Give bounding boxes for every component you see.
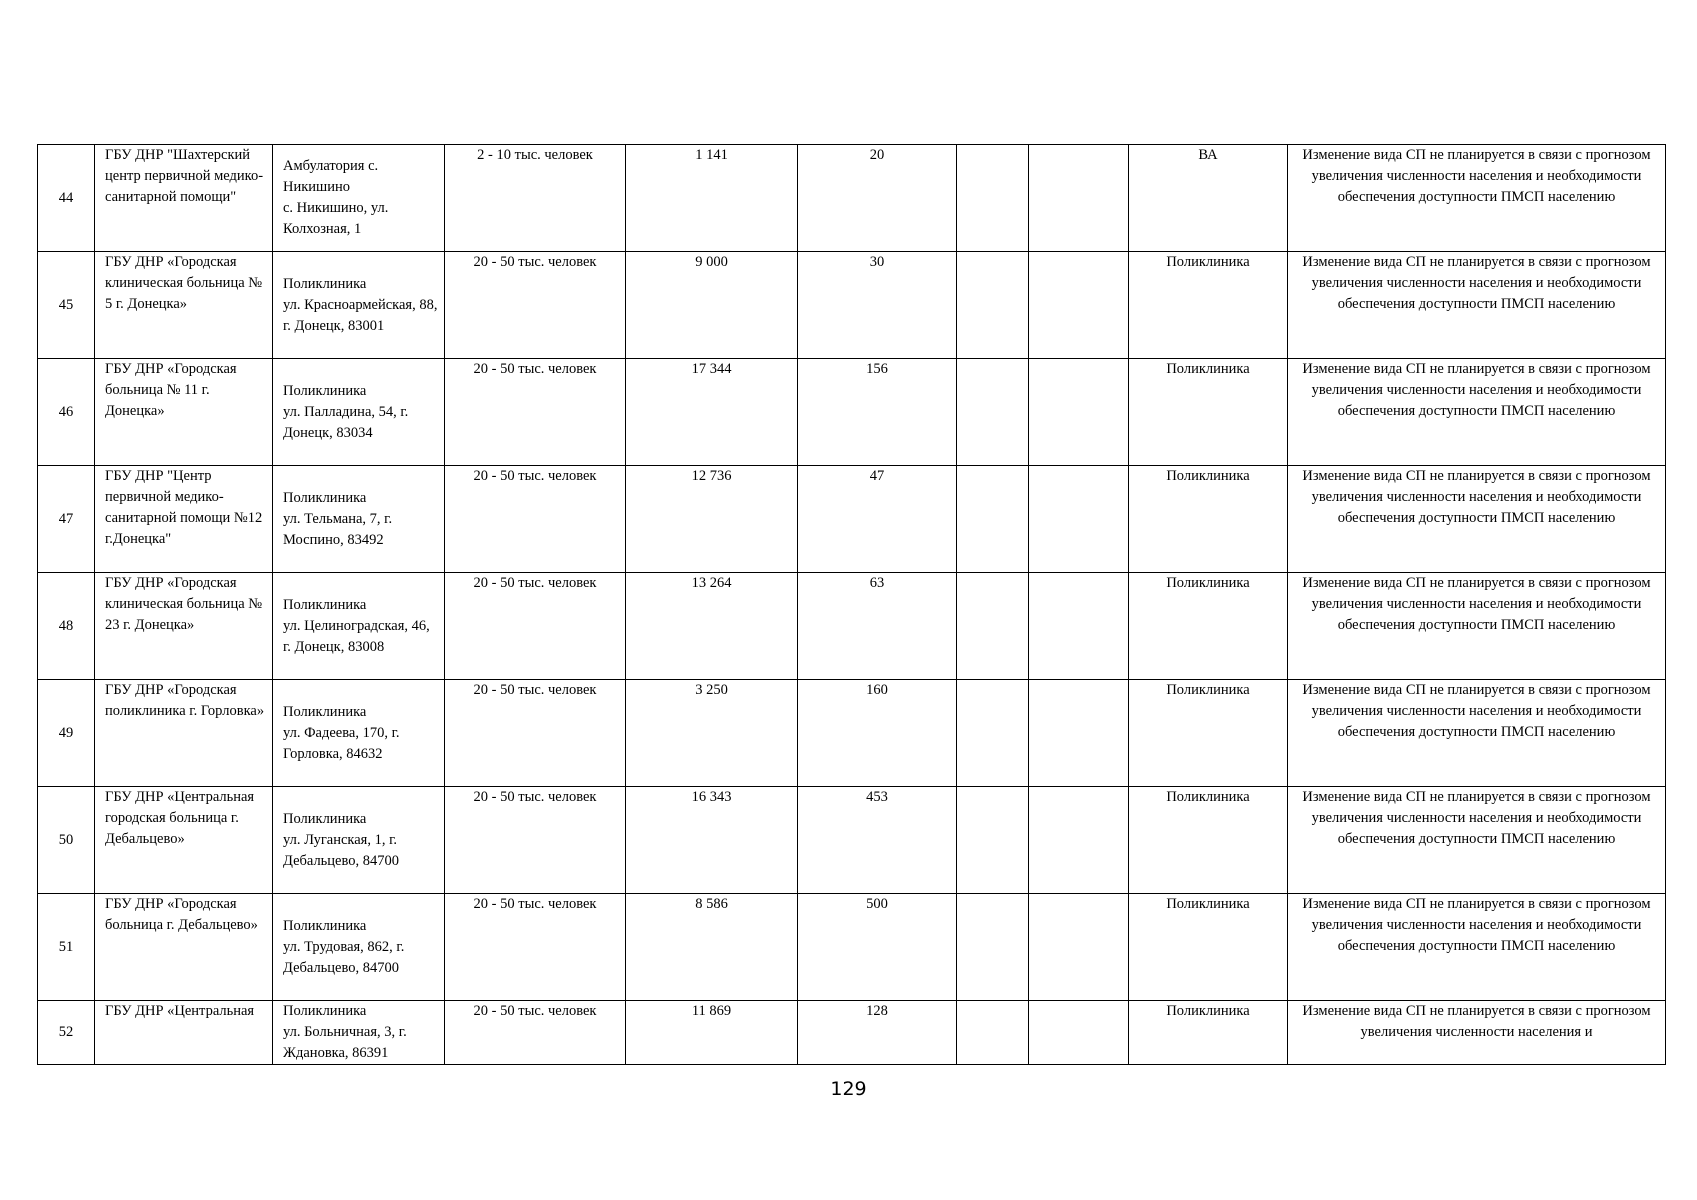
row-number: 50 [38, 787, 95, 894]
population-category: 20 - 50 тыс. человек [445, 466, 626, 573]
empty-cell [1029, 145, 1129, 252]
address-line: с. Никишино, ул. Колхозная, 1 [283, 200, 389, 237]
address-line: ул. Луганская, 1, г. Дебальцево, 84700 [283, 831, 399, 869]
distance-value: 30 [798, 252, 957, 359]
table-body [38, 145, 1666, 1065]
table-row [38, 573, 1666, 680]
facility-kind-line: Амбулатория с. Никишино [283, 158, 379, 195]
facility-address [273, 680, 445, 787]
distance-value: 128 [798, 1001, 957, 1065]
empty-cell [957, 680, 1029, 787]
served-population: 16 343 [626, 787, 798, 894]
empty-cell [1029, 466, 1129, 573]
facility-address [273, 787, 445, 894]
facility-kind-line: Поликлиника [283, 917, 367, 934]
address-line: ул. Красноармейская, 88, г. Донецк, 83001 [283, 296, 438, 334]
empty-cell [957, 1001, 1029, 1065]
facility-kind-line: Поликлиника [283, 703, 367, 720]
change-note: Изменение вида СП не планируется в связи с прогнозом увеличения численности населения и необходимости обеспечения доступности ПМСП населению [1288, 145, 1666, 252]
population-category: 2 - 10 тыс. человек [445, 145, 626, 252]
table-row [38, 359, 1666, 466]
empty-cell [1029, 359, 1129, 466]
empty-cell [957, 894, 1029, 1001]
table-row [38, 252, 1666, 359]
row-number: 49 [38, 680, 95, 787]
table-row [38, 894, 1666, 1001]
facility-type: Поликлиника [1129, 359, 1288, 466]
facility-kind-line: Поликлиника [283, 489, 367, 506]
empty-cell [1029, 573, 1129, 680]
facility-kind-line: Поликлиника [283, 810, 367, 827]
address-line: ул. Больничная, 3, г. Ждановка, 86391 [283, 1024, 407, 1061]
population-category: 20 - 50 тыс. человек [445, 573, 626, 680]
empty-cell [957, 145, 1029, 252]
row-number: 45 [38, 252, 95, 359]
facility-address [273, 145, 445, 252]
empty-cell [1029, 1001, 1129, 1065]
change-note: Изменение вида СП не планируется в связи с прогнозом увеличения численности населения и необходимости обеспечения доступности ПМСП населению [1288, 359, 1666, 466]
served-population: 9 000 [626, 252, 798, 359]
row-number: 47 [38, 466, 95, 573]
organization-name: ГБУ ДНР «Городская клиническая больница № 23 г. Донецка» [95, 573, 273, 680]
empty-cell [957, 252, 1029, 359]
empty-cell [957, 359, 1029, 466]
empty-cell [957, 466, 1029, 573]
facility-address [273, 1001, 445, 1065]
row-number: 48 [38, 573, 95, 680]
facility-type: Поликлиника [1129, 466, 1288, 573]
organization-name: ГБУ ДНР "Центр первичной медико-санитарной помощи №12 г.Донецка" [95, 466, 273, 573]
facility-address [273, 573, 445, 680]
population-category: 20 - 50 тыс. человек [445, 252, 626, 359]
empty-cell [1029, 252, 1129, 359]
distance-value: 500 [798, 894, 957, 1001]
empty-cell [1029, 680, 1129, 787]
organization-name: ГБУ ДНР «Центральная городская больница г. Дебальцево» [95, 787, 273, 894]
address-line: ул. Трудовая, 862, г. Дебальцево, 84700 [283, 938, 405, 976]
population-category: 20 - 50 тыс. человек [445, 1001, 626, 1065]
table-row [38, 1001, 1666, 1065]
distance-value: 156 [798, 359, 957, 466]
organization-name: ГБУ ДНР «Городская клиническая больница № 5 г. Донецка» [95, 252, 273, 359]
organization-name: ГБУ ДНР «Городская больница г. Дебальцево» [95, 894, 273, 1001]
population-category: 20 - 50 тыс. человек [445, 359, 626, 466]
distance-value: 63 [798, 573, 957, 680]
facility-address [273, 466, 445, 573]
facility-type: Поликлиника [1129, 252, 1288, 359]
row-number: 46 [38, 359, 95, 466]
change-note: Изменение вида СП не планируется в связи с прогнозом увеличения численности населения и необходимости обеспечения доступности ПМСП населению [1288, 466, 1666, 573]
organization-name: ГБУ ДНР «Центральная [95, 1001, 273, 1065]
table-row [38, 145, 1666, 252]
facility-address [273, 359, 445, 466]
facility-kind-line: Поликлиника [283, 382, 367, 399]
organization-name: ГБУ ДНР "Шахтерский центр первичной медико-санитарной помощи" [95, 145, 273, 252]
served-population: 12 736 [626, 466, 798, 573]
row-number: 51 [38, 894, 95, 1001]
organization-name: ГБУ ДНР «Городская больница № 11 г. Донецка» [95, 359, 273, 466]
change-note: Изменение вида СП не планируется в связи с прогнозом увеличения численности населения и необходимости обеспечения доступности ПМСП населению [1288, 252, 1666, 359]
organization-name: ГБУ ДНР «Городская поликлиника г. Горловка» [95, 680, 273, 787]
served-population: 8 586 [626, 894, 798, 1001]
served-population: 13 264 [626, 573, 798, 680]
facility-kind-line: Поликлиника [283, 1003, 367, 1019]
population-category: 20 - 50 тыс. человек [445, 680, 626, 787]
served-population: 3 250 [626, 680, 798, 787]
facility-kind-line: Поликлиника [283, 275, 367, 292]
facility-kind-line: Поликлиника [283, 596, 367, 613]
table-row [38, 787, 1666, 894]
address-line: ул. Фадеева, 170, г. Горловка, 84632 [283, 724, 400, 762]
empty-cell [957, 787, 1029, 894]
empty-cell [1029, 787, 1129, 894]
address-line: ул. Целиноградская, 46, г. Донецк, 83008 [283, 617, 430, 655]
address-line: ул. Палладина, 54, г. Донецк, 83034 [283, 403, 409, 441]
facility-type: Поликлиника [1129, 787, 1288, 894]
row-number: 44 [38, 145, 95, 252]
facilities-table [37, 144, 1666, 1065]
change-note: Изменение вида СП не планируется в связи с прогнозом увеличения численности населения и [1288, 1001, 1666, 1065]
distance-value: 20 [798, 145, 957, 252]
row-number: 52 [38, 1001, 95, 1065]
distance-value: 47 [798, 466, 957, 573]
change-note: Изменение вида СП не планируется в связи с прогнозом увеличения численности населения и необходимости обеспечения доступности ПМСП населению [1288, 680, 1666, 787]
facility-type: Поликлиника [1129, 573, 1288, 680]
served-population: 1 141 [626, 145, 798, 252]
facility-type: Поликлиника [1129, 894, 1288, 1001]
facility-type: Поликлиника [1129, 680, 1288, 787]
distance-value: 453 [798, 787, 957, 894]
table-row [38, 680, 1666, 787]
facility-type: Поликлиника [1129, 1001, 1288, 1065]
page-number: 129 [830, 1078, 867, 1100]
address-line: ул. Тельмана, 7, г. Моспино, 83492 [283, 510, 393, 548]
facility-address [273, 894, 445, 1001]
change-note: Изменение вида СП не планируется в связи с прогнозом увеличения численности населения и необходимости обеспечения доступности ПМСП населению [1288, 573, 1666, 680]
served-population: 11 869 [626, 1001, 798, 1065]
distance-value: 160 [798, 680, 957, 787]
population-category: 20 - 50 тыс. человек [445, 894, 626, 1001]
facility-address [273, 252, 445, 359]
change-note: Изменение вида СП не планируется в связи с прогнозом увеличения численности населения и необходимости обеспечения доступности ПМСП населению [1288, 894, 1666, 1001]
empty-cell [1029, 894, 1129, 1001]
table-row [38, 466, 1666, 573]
facility-type: ВА [1129, 145, 1288, 252]
served-population: 17 344 [626, 359, 798, 466]
change-note: Изменение вида СП не планируется в связи с прогнозом увеличения численности населения и необходимости обеспечения доступности ПМСП населению [1288, 787, 1666, 894]
empty-cell [957, 573, 1029, 680]
population-category: 20 - 50 тыс. человек [445, 787, 626, 894]
